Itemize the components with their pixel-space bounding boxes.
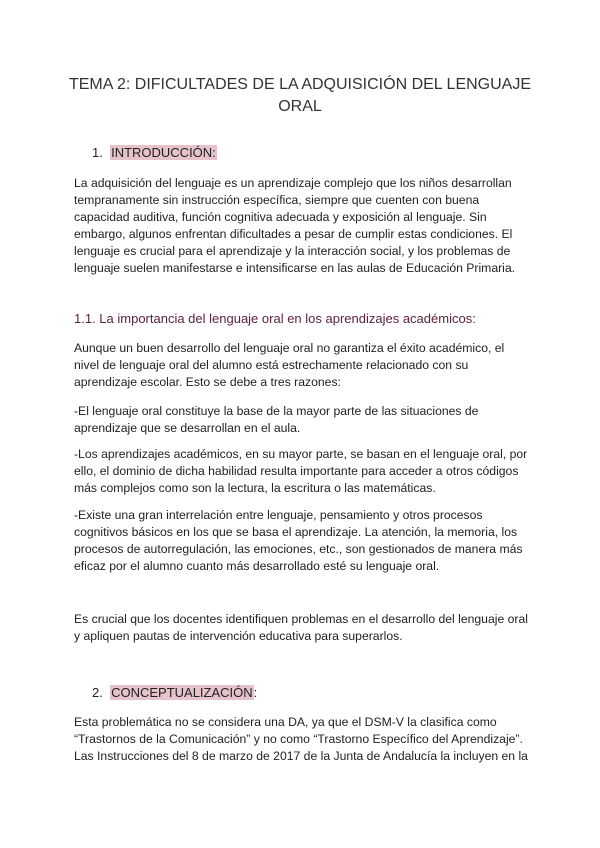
paragraph-reason-2: -Los aprendizajes académicos, en su mayor parte, se basan en el lenguaje oral, por ello, el dominio de dicha habilidad resulta importante para acceder a otros códigos más complejos como son la lectura, la escritura o las matemáticas. <box>74 447 528 495</box>
subsection-heading: 1.1. La importancia del lenguaje oral en los aprendizajes académicos: <box>74 311 476 326</box>
paragraph-reason-3: -Existe una gran interrelación entre lenguaje, pensamiento y otros procesos cognitivos básicos en los que se basa el aprendizaje. La atención, la memoria, los procesos de autorregulación, las emociones, etc., son gestionados de manera más eficaz por el alumno cuanto más desarrollado esté su lenguaje oral. <box>74 508 523 573</box>
section-heading-introduccion <box>92 144 217 162</box>
intro-paragraph: La adquisición del lenguaje es un aprendizaje complejo que los niños desarrollan tempranamente sin instrucción específica, siempre que cuenten con buena capacidad auditiva, función cognitiva adecuada y exposición al lenguaje. Sin embargo, algunos enfrentan dificultades a pesar de cumplir estas condiciones. El lenguaje es crucial para el aprendizaje y la interacción social, y los problemas de lenguaje suelen manifestarse e intensificarse en las aulas de Educación Primaria. <box>74 176 516 275</box>
paragraph-reasons-intro: Aunque un buen desarrollo del lenguaje oral no garantiza el éxito académico, el nivel de lenguaje oral del alumno está estrechamente relacionado con su aprendizaje escolar. Esto se debe a tres razones: <box>74 341 505 389</box>
section-number: 2. <box>92 685 103 700</box>
page-title: TEMA 2: DIFICULTADES DE LA ADQUISICIÓN DEL LENGUAJE ORAL <box>68 76 532 115</box>
concept-paragraph: Esta problemática no se considera una DA, ya que el DSM-V la clasifica como “Trastornos de la Comunicación” y no como “Trastorno Específico del Aprendizaje”. Las Instrucciones del 8 de marzo de 2017 de la Junta de Andalucía la incluyen en la <box>74 715 528 763</box>
section-label: INTRODUCCIÓN: <box>111 145 216 160</box>
section-number: 1. <box>92 145 103 160</box>
paragraph-reason-1: -El lenguaje oral constituye la base de la mayor parte de las situaciones de aprendizaje que se desarrollan en el aula. <box>74 404 479 435</box>
section-label-suffix: : <box>253 685 258 700</box>
paragraph-conclusion: Es crucial que los docentes identifiquen problemas en el desarrollo del lenguaje oral y apliquen pautas de intervención educativa para superarlos. <box>74 612 528 643</box>
section-heading-conceptualizacion <box>92 684 257 702</box>
section-label: CONCEPTUALIZACIÓN <box>111 685 253 700</box>
